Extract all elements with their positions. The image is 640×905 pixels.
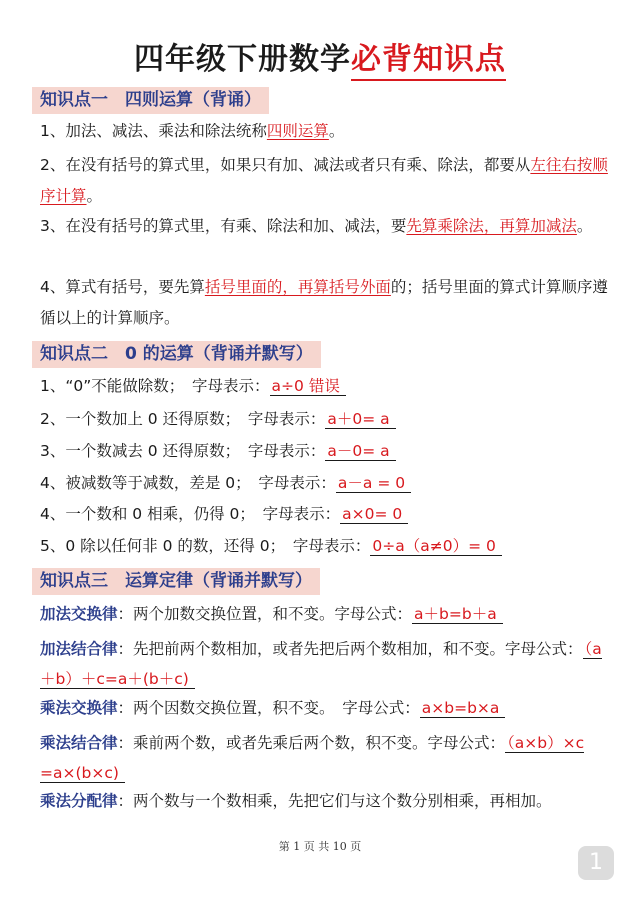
s2-item-5-formula: a×0= 0 xyxy=(340,505,408,524)
s1-line-3-end: 。 xyxy=(576,217,593,235)
s3-line-2 xyxy=(40,634,610,694)
s3-line-1-text: ：两个加数交换位置，和不变。字母公式： xyxy=(117,605,413,623)
s3-line-5-text: ：两个数与一个数相乘，先把它们与这个数分别相乘，再相加。 xyxy=(117,792,552,810)
s1-line-3-text: 3、在没有括号的算式里，有乘、除法和加、减法，要 xyxy=(40,217,407,235)
s1-line-4-text: 4、算式有括号，要先算 xyxy=(40,278,205,296)
s1-line-1-highlight: 四则运算 xyxy=(266,122,329,140)
s3-line-4-text: ：乘前两个数，或者先乘后两个数，积不变。字母公式： xyxy=(117,734,506,752)
s2-item-2 xyxy=(40,408,610,430)
s2-item-6-text: 5、0 除以任何非 0 的数，还得 0； 字母表示： xyxy=(40,537,371,555)
page-number-badge: 1 xyxy=(578,846,614,880)
s3-line-4-formula: （a×b）×c =a×(b×c) xyxy=(40,734,585,782)
s2-item-1-text: 1、“0”不能做除数； 字母表示： xyxy=(40,377,270,395)
s2-item-1-formula: a÷0 错误 xyxy=(270,377,346,396)
s3-line-3 xyxy=(40,697,610,719)
s2-item-5 xyxy=(40,503,610,525)
s1-line-2-highlight: 左往右按顺序计算 xyxy=(40,156,608,205)
s1-line-2-text: 2、在没有括号的算式里，如果只有加、减法或者只有乘、除法，都要从 xyxy=(40,156,531,174)
s3-line-3-name: 乘法交换律 xyxy=(40,699,118,717)
s2-item-2-text: 2、一个数加上 0 还得原数； 字母表示： xyxy=(40,410,326,428)
s3-line-2-formula: （a＋b）＋c=a＋(b＋c) xyxy=(40,640,602,688)
title-highlight: 必背知识点 xyxy=(351,42,506,81)
s1-line-3-highlight: 先算乘除法，再算加减法 xyxy=(406,217,577,235)
s3-line-5-name: 乘法分配律 xyxy=(40,792,118,810)
s2-item-2-formula: a＋0= a xyxy=(325,410,395,429)
s3-line-1-formula: a＋b=b＋a xyxy=(412,605,503,624)
s1-line-4-end: 的；括号里面的算式计算顺序遵循以上的计算顺序。 xyxy=(40,278,608,327)
s1-line-4 xyxy=(40,272,610,334)
s2-item-3 xyxy=(40,440,610,462)
section-2-header: 知识点二 0 的运算（背诵并默写） xyxy=(32,341,321,368)
s3-line-2-text: ：先把前两个数相加，或者先把后两个数相加，和不变。字母公式： xyxy=(117,640,583,658)
s3-line-4 xyxy=(40,728,610,788)
s2-item-6 xyxy=(40,535,610,557)
page-title xyxy=(0,34,640,78)
s1-line-2-end: 。 xyxy=(86,187,103,205)
page-footer: 第 1 页 共 10 页 xyxy=(278,840,362,853)
s2-item-3-formula: a－0= a xyxy=(325,442,395,461)
s2-item-5-text: 4、一个数和 0 相乘，仍得 0； 字母表示： xyxy=(40,505,341,523)
s3-line-2-name: 加法结合律 xyxy=(40,640,118,658)
s2-item-4-formula: a－a = 0 xyxy=(336,474,411,493)
s2-item-4-text: 4、被减数等于减数，差是 0； 字母表示： xyxy=(40,474,336,492)
s3-line-3-formula: a×b=b×a xyxy=(420,699,506,718)
s1-line-1-end: 。 xyxy=(328,122,345,140)
section-3-header: 知识点三 运算定律（背诵并默写） xyxy=(32,568,320,595)
s2-item-1 xyxy=(40,375,610,397)
s1-line-1-text: 1、加法、减法、乘法和除法统称 xyxy=(40,122,267,140)
s1-line-2 xyxy=(40,150,610,212)
s2-item-3-text: 3、一个数减去 0 还得原数； 字母表示： xyxy=(40,442,326,460)
title-main: 四年级下册数学 xyxy=(134,42,351,77)
s3-line-1 xyxy=(40,603,610,625)
s1-line-1 xyxy=(40,120,610,142)
s3-line-3-text: ：两个因数交换位置，积不变。 字母公式： xyxy=(117,699,420,717)
s2-item-6-formula: 0÷a（a≠0）= 0 xyxy=(370,537,501,556)
s3-line-5 xyxy=(40,790,610,812)
s3-line-1-name: 加法交换律 xyxy=(40,605,118,623)
section-1-header: 知识点一 四则运算（背诵） xyxy=(32,87,269,114)
s2-item-4 xyxy=(40,472,610,494)
s1-line-3 xyxy=(40,211,610,242)
s1-line-4-highlight: 括号里面的，再算括号外面 xyxy=(204,278,391,296)
s3-line-4-name: 乘法结合律 xyxy=(40,734,118,752)
